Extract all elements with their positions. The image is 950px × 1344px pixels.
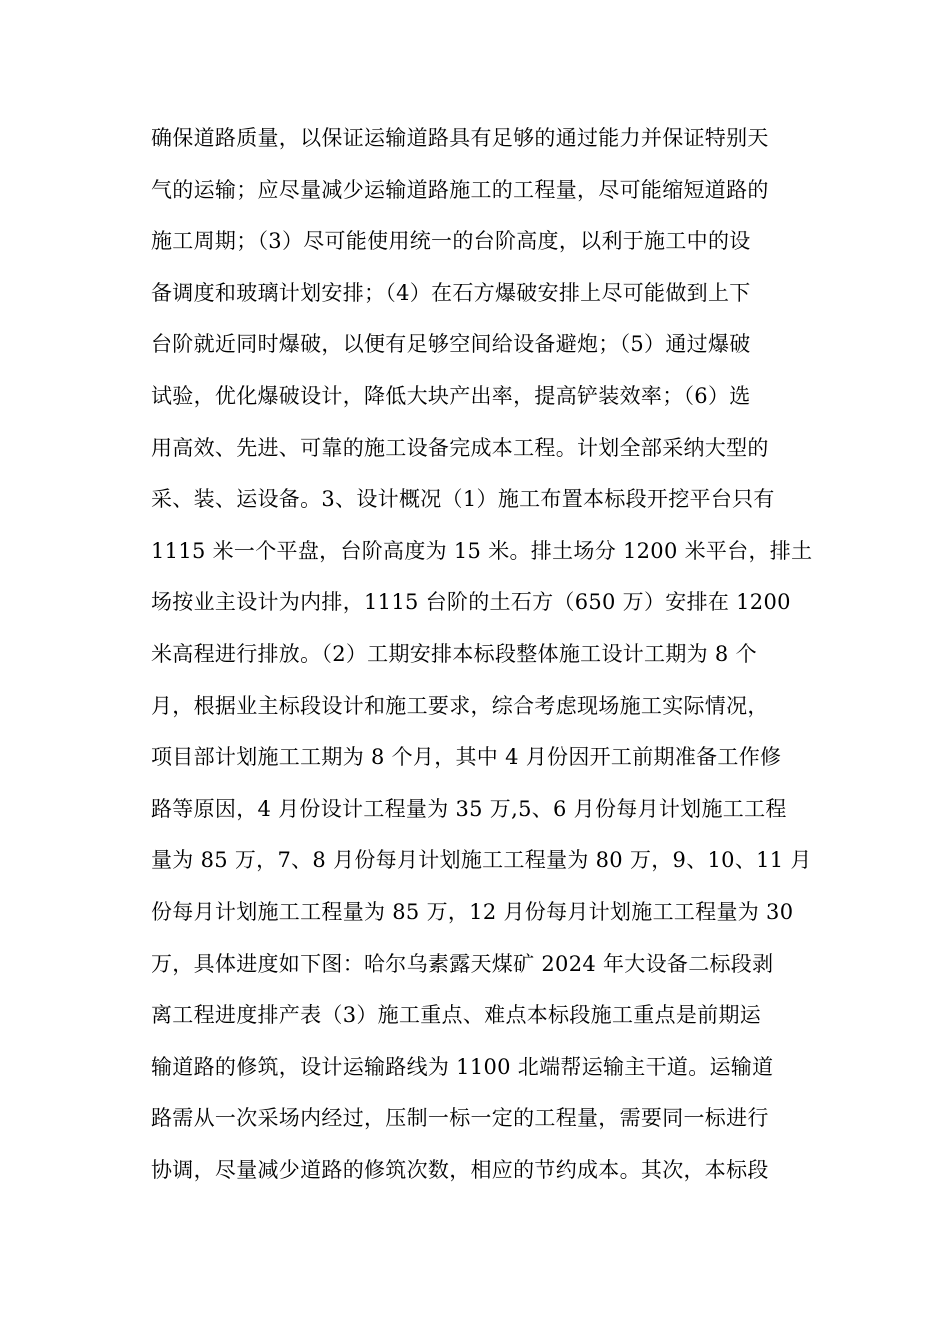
body-text xyxy=(151,113,811,1196)
text-line: 路需从一次采场内经过，压制一标一定的工程量，需要同一标进行 xyxy=(151,1106,769,1131)
text-line: 施工周期；（3）尽可能使用统一的台阶高度，以利于施工中的设 xyxy=(151,229,751,254)
text-line: 台阶就近同时爆破，以便有足够空间给设备避炮；（5）通过爆破 xyxy=(151,332,751,357)
text-line: 万，具体进度如下图：哈尔乌素露天煤矿 2024 年大设备二标段剥 xyxy=(151,951,774,976)
text-line: 确保道路质量，以保证运输道路具有足够的通过能力并保证特别天 xyxy=(151,126,769,150)
text-line: 量为 85 万，7、8 月份每月计划施工工程量为 80 万，9、10、11 月 xyxy=(151,848,812,873)
text-line: 项目部计划施工工期为 8 个月，其中 4 月份因开工前期准备工作修 xyxy=(151,745,782,770)
text-line: 份每月计划施工工程量为 85 万，12 月份每月计划施工工程量为 30 xyxy=(151,899,794,924)
text-line: 离工程进度排产表（3）施工重点、难点本标段施工重点是前期运 xyxy=(151,1003,762,1028)
text-line: 采、装、运设备。3、设计概况（1）施工布置本标段开挖平台只有 xyxy=(151,487,775,512)
text-line: 月，根据业主标段设计和施工要求，综合考虑现场施工实际情况， xyxy=(151,693,769,718)
text-line: 米高程进行排放。（2）工期安排本标段整体施工设计工期为 8 个 xyxy=(151,641,757,666)
text-line: 路等原因，4 月份设计工程量为 35 万,5、6 月份每月计划施工工程 xyxy=(151,796,787,821)
text-line: 备调度和玻璃计划安排；（4）在石方爆破安排上尽可能做到上下 xyxy=(151,280,751,305)
text-line: 用高效、先进、可靠的施工设备完成本工程。计划全部采纳大型的 xyxy=(151,435,769,460)
text-line: 试验，优化爆破设计，降低大块产出率，提高铲装效率；（6）选 xyxy=(151,383,751,408)
text-line: 协调，尽量减少道路的修筑次数，相应的节约成本。其次，本标段 xyxy=(151,1157,769,1182)
text-line: 场按业主设计为内排，1115 台阶的土石方（650 万）安排在 1200 xyxy=(151,590,791,615)
text-line: 1115 米一个平盘，台阶高度为 15 米。排土场分 1200 米平台，排土 xyxy=(151,538,813,563)
text-line: 输道路的修筑，设计运输路线为 1100 北端帮运输主干道。运输道 xyxy=(151,1054,774,1079)
text-line: 气的运输；应尽量减少运输道路施工的工程量，尽可能缩短道路的 xyxy=(151,177,769,202)
